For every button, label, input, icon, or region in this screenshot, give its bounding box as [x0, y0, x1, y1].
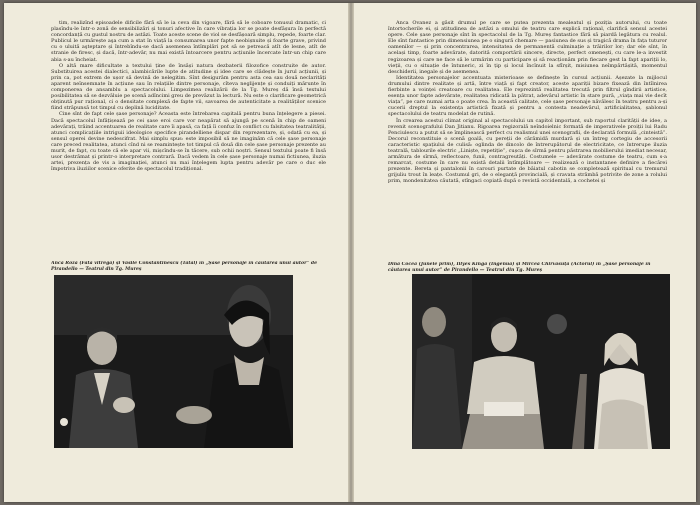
photo-caption: Dina Cocea (Junele prim), Illyes Kinga (Ingenua) și Mircea Chirvăsuță (Actorul) în „Șase personaje în căutarea unui autor” de Pirandello — Teatrul din Tg. Mureș [388, 262, 651, 273]
left-page-text [51, 20, 326, 258]
stage-photo [54, 275, 293, 448]
right-page-text [388, 20, 667, 258]
right-page [354, 3, 696, 502]
stage-photo [412, 274, 670, 449]
paragraph: Cine sînt de fapt cele șase personaje? Aceasta este întrebarea capitală pentru buna înțelegere a piesei. Dacă spectacolul înfățișează pe cei șase eroi care vor neapărat să ajungă pe scenă în chip de oameni adevărați, trăind accentuarea de realitate care îi apasă, ca față îi confuz în conflict cu falsitatea teatralității, atunci complicațiile intriguii ideologice specifice pirandelliene dispar din reprezentare, și, odată cu ea, și sensul operei devine nedescifrat. Mai simplu spus: este imposibil să ne imaginăm că cele șase personaje care preced realitatea, atunci cînd ni se reamintește tot timpul că două din cele șase personaje prezente au murit, de fapt, cu toate că ele apar vii, mișcîndu-se în tăcere, sub ochii noștri. Sensul textului poate fi însă usor destrămat și printr-o interpretare contrară. Dacă vedem în cele șase personaje numai fictiunea, iluzia artei, prezența de vis a imaginației, atunci nu mai înțelegem lupta pentru adevăr pe care o duc ele împotriva iluziilor scenice oferite de spectacolul tradițional. [51, 111, 326, 173]
photo-caption: Anca Roza (Fata vitregă) și Vasile Constantinescu (Tatăl) în „Șase personaje în căutarea unui autor” de Pirandello — Teatrul din Tg. Mureș [51, 261, 318, 272]
paragraph: Identitatea personajelor accentuata misterioase se definește în cursul acțiunii. Așezate la mijlocul drumului dintre realitate și artă, între viață și fapt creator, aceste apariții bizare fixează din întîlnirea fierbinte a voinței creatoare cu realitatea. Ele reprezintă realitatea trecută prin filtrul gîndirii artistice, esența unor fapte adevărate, realitatea ridicată la pătrat, adevărul artistic în stare pură, „viața mai vie decît viața”, pe care numai arta o poate crea. În această calitate, cele șase personaje năvălesc în teatru pentru a-și cucerii dreptul la existența artistică fixată și pentru a contesta neadevărul, artificialitatea, șablonul spectacolului de teatru modelat de rutină. [388, 74, 667, 118]
paragraph: O altă mare dificultate a textului ține de însăși natura dezbaterii filozofice construite de autor. Substituirea acestei dialectici, alambicările lupte de atitudine și idee care se clădește în jurul acțiunii, și prin ca, pot extrem de ușor să devină de nelegitim. Sînt desigurăm pentru asta cea sau două neclarități aparent neînsemnate în acțiune sau în relațiile dintre personaje, cîteva neglijențe și conduiți mărunte în componerea de ansamblu a spectacolului. Limpezimea realizării de la Tg. Mureș dă însă textului posibilitatea să se dezvăluie pe scenă adîncimi greu de prevăzut la lectură. Nu este o clarificare geometrică obținută pur rațional, ci o densitate complexă de fapte vii, savoarea de autenticitate a realităților scenice fiind străpunsă tot timpul cu deplină luciditate. [51, 62, 326, 112]
stage-photo-illustration [54, 275, 293, 448]
stage-photo-illustration [412, 274, 670, 449]
paragraph: tim, realizînd episoadele dificile fără să le ia ceva din vigoare, fără să le coboare tonusul dramatic, ci plasîndu-le într-o zonă de sensibilizări și tonuri afective în care vibrația lor se poate desfășura în perfectă concordanță cu gustul nostru de astăzi. Toate aceste scene de viol se desfășoară simplu, repede, foarte clar. Publicul le urmărește aşa cum a stat în viață la consumarea unor fapte neobișnuite și foarte grave, privind cu o uluită aşteptare și întrebîndu-se dacă asemenea întîmplări pot să se petreacă atît de lesne, atît de stranie de firesc, și dacă, într-adevăr, nu mai există întoarcere pentru acțiunile încercate într-un chip care abia s-au încheiat. [51, 20, 326, 63]
paragraph: În crearea acestui climat original al spectacolului un capitol important, sub raportul clarității de idee, a revenit scenografului Dan Jitianu. Rigoarea regizorală neîndoielnic formată de imperativele proiții lui Radu Penciulescu a putut să se împlinească perfect cu realismul unei scenografii, de declarată formulă „cinteistă”. Decorul reconstituie o scenă goală, cu pereții de cărămidă murdară și un întreg cortegiu de accesorii caracteristic spațiului de culisă: oglinda de dincolo de întrerupătorul de electricitate, ce întrerupe iluzia teatrală, tablourile electric „Liniște, repetiție”, cușca de sîrmă pentru păstrarea mobilierului imediat necesar, armătura de sîrmă, reflectoare, funii, contragreutăți. Costumele — adevărate costume de teatru, cum s-a remarcat, costume în care nu există detalii întîmplătoare — realizează o instantanee definire a fiecărei prezente. Bereta și pantalonii în carouri purtate de băiatul cabotin se completează spiritual cu tremurul grijuliu trout în leațe. Costumul gri, de o eleganță provincială, și cravata strâmbă potrivite de zone a rolului prim, mondenitatea căutată, stîngaci copiată după o revistă occidentală, a cochetei și [388, 117, 667, 185]
left-page [4, 3, 348, 502]
book-spread [4, 3, 696, 502]
paragraph: Anca Ovanez a găsit drumul pe care se putea prezenta mealeatul și poziția autorului, cu toate întortocherile ei, și atitudinea de astăzi a omului de teatru care explică rațional, clarifică sensul acestei opere. Cele șase personaje sînt în spectacolul de la Tg. Mureș fantastice fără să piardă legătura cu realul. Ele sînt fantastice prin dimensiunea pe o singură chemare — pasiunea de sus și tragică drama în fața tuturor oamenilor — și prin concentrarea, intensitatea de permanentă culminație a trăirilor lor; dar ele sînt, în același timp, foarte adevărate, datorită comportării sincere, directe, perfect omenești, cu care le-a investit regizoarea și care ne face să le urmărim cu participare și să reacționăm prin fiecare gest la fapt apariții lo, vieții, cu o situație de întuneric, zi în țip și locul încînuit la sfîrșit, misiunea neîmpărtășită, momentul deschiderii, inegale și de asemenea. [388, 20, 667, 75]
